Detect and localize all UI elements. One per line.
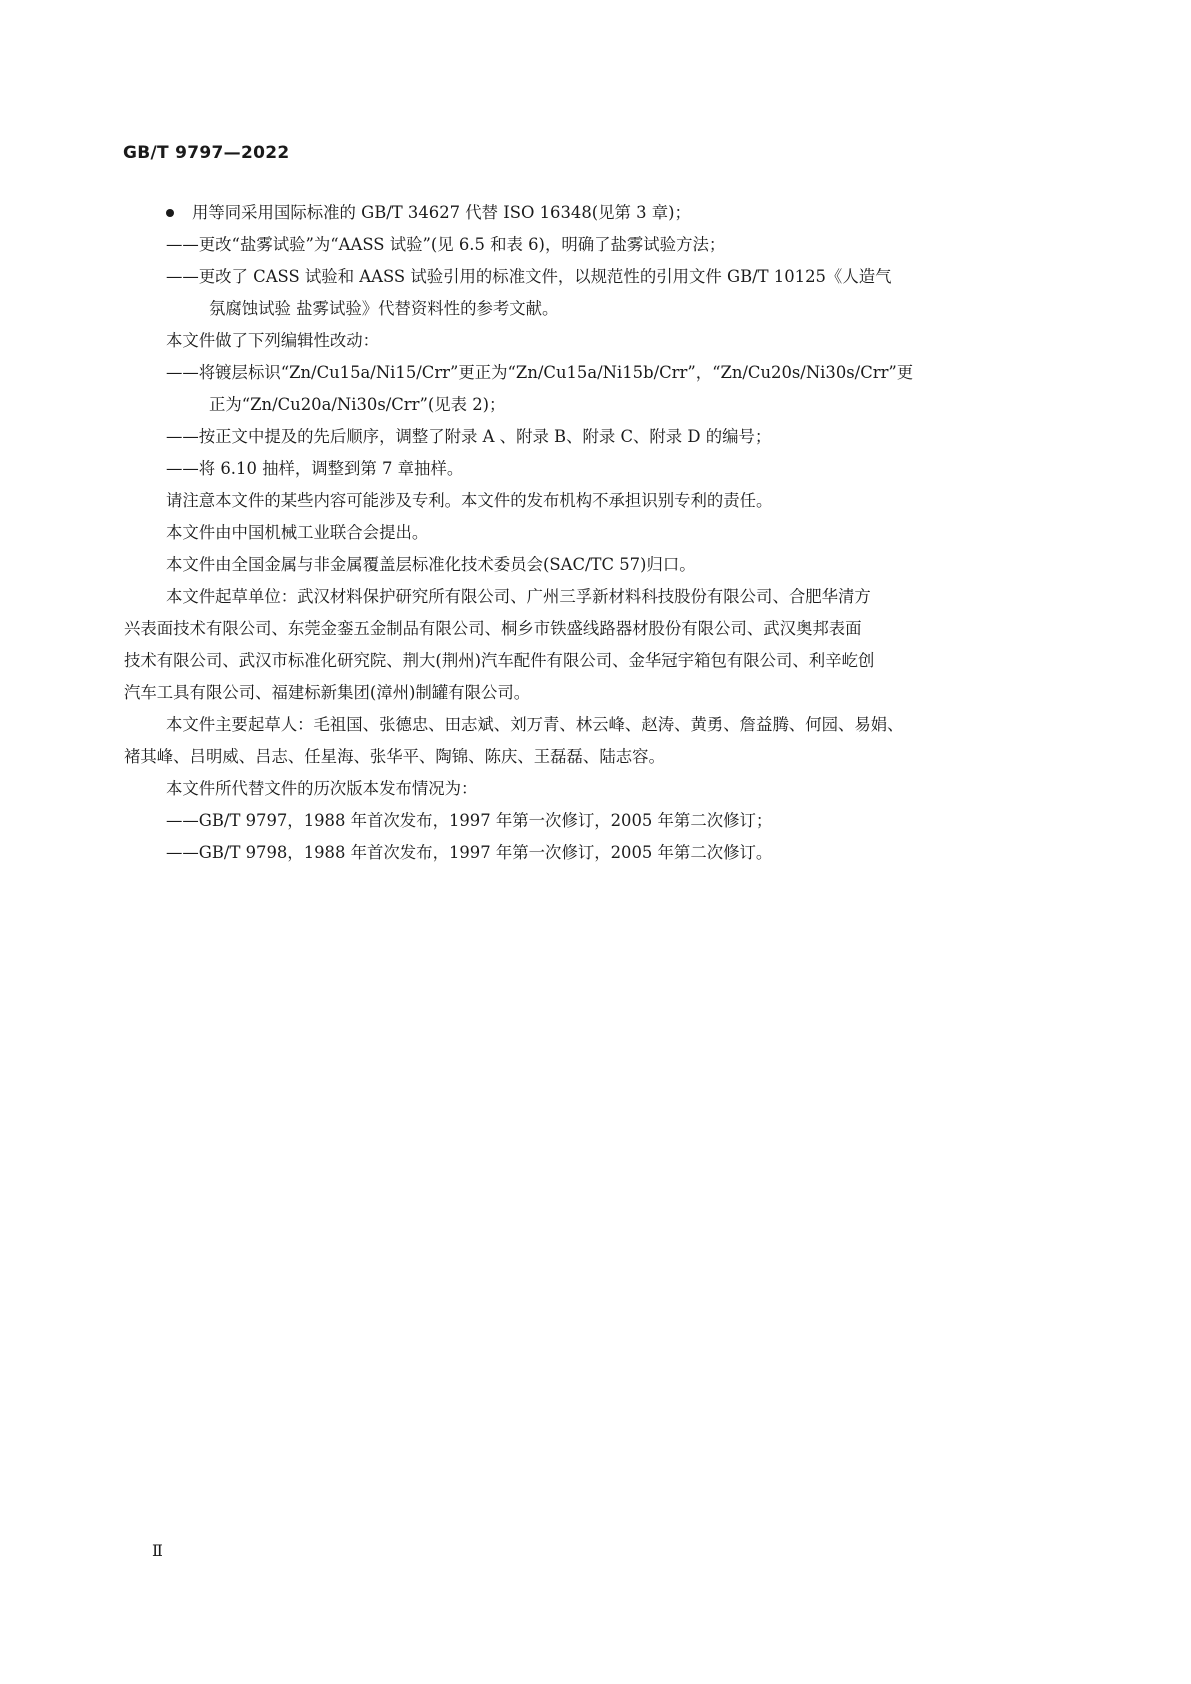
line-text: 用等同采用国际标准的 GB/T 34627 代替 ISO 16348(见第 3 章)； [192, 203, 691, 222]
paragraph-continuation: 汽车工具有限公司、福建标新集团(漳州)制罐有限公司。 [124, 683, 531, 702]
dash-item: ——将 6.10 抽样，调整到第 7 章抽样。 [166, 459, 464, 478]
paragraph: 本文件做了下列编辑性改动： [166, 331, 380, 350]
paragraph: 本文件由全国金属与非金属覆盖层标准化技术委员会(SAC/TC 57)归口。 [166, 555, 696, 574]
dash-item: ——将镀层标识“Zn/Cu15a/Ni15/Crr”更正为“Zn/Cu15a/Ni15b/Crr”，“Zn/Cu20s/Ni30s/Crr”更 [166, 363, 914, 382]
page-number: Ⅱ [152, 1541, 163, 1560]
dash-item: ——GB/T 9798，1988 年首次发布，1997 年第一次修订，2005 年第二次修订。 [166, 843, 773, 862]
bullet-dot-icon [166, 209, 174, 217]
dash-item-continuation: 氛腐蚀试验 盐雾试验》代替资料性的参考文献。 [209, 299, 559, 318]
dash-item: ——更改“盐雾试验”为“AASS 试验”(见 6.5 和表 6)，明确了盐雾试验方法； [166, 235, 726, 254]
dash-item: ——GB/T 9797，1988 年首次发布，1997 年第一次修订，2005 年第二次修订； [166, 811, 773, 830]
paragraph-continuation: 兴表面技术有限公司、东莞金銮五金制品有限公司、桐乡市铁盛线路器材股份有限公司、武汉奥邦表面 [124, 619, 862, 638]
paragraph: 请注意本文件的某些内容可能涉及专利。本文件的发布机构不承担识别专利的责任。 [166, 491, 773, 510]
dash-item-continuation: 正为“Zn/Cu20a/Ni30s/Crr”(见表 2)； [209, 395, 506, 414]
paragraph: 本文件所代替文件的历次版本发布情况为： [166, 779, 478, 798]
bullet-item [124, 197, 1053, 229]
document-header: GB/T 9797—2022 [123, 143, 290, 163]
document-body [124, 197, 1053, 869]
paragraph: 本文件起草单位：武汉材料保护研究所有限公司、广州三孚新材料科技股份有限公司、合肥华清方 [166, 587, 871, 606]
dash-item: ——按正文中提及的先后顺序，调整了附录 A 、附录 B、附录 C、附录 D 的编号； [166, 427, 772, 446]
paragraph-continuation: 技术有限公司、武汉市标准化研究院、荆大(荆州)汽车配件有限公司、金华冠宇箱包有限公司、利辛屹创 [124, 651, 875, 670]
paragraph: 本文件由中国机械工业联合会提出。 [166, 523, 429, 542]
paragraph: 本文件主要起草人：毛祖国、张德忠、田志斌、刘万青、林云峰、赵涛、黄勇、詹益腾、何园、易娟、 [166, 715, 904, 734]
dash-item: ——更改了 CASS 试验和 AASS 试验引用的标准文件，以规范性的引用文件 GB/T 10125《人造气 [166, 267, 892, 286]
paragraph-continuation: 褚其峰、吕明威、吕志、任星海、张华平、陶锦、陈庆、王磊磊、陆志容。 [124, 747, 665, 766]
